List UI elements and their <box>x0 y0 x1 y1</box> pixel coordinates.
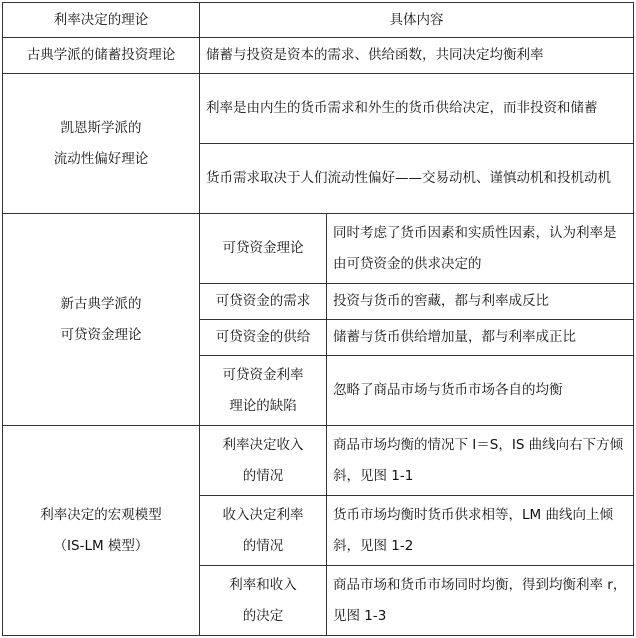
islm-row-1 <box>3 426 634 496</box>
keynes-row-1 <box>3 74 634 144</box>
islm-content-3: 商品市场和货币市场同时均衡，得到均衡利率 r，见图 1-3 <box>327 566 634 636</box>
table-header-row <box>3 3 634 38</box>
header-theory: 利率决定的理论 <box>3 3 200 38</box>
header-content: 具体内容 <box>200 3 634 38</box>
keynes-point-1: 利率是由内生的货币需求和外生的货币供给决定，而非投资和储蓄 <box>200 74 634 144</box>
neoclassical-content-4: 忽略了商品市场与货币市场各自的均衡 <box>327 356 634 426</box>
neoclassical-item-4: 可贷资金利率 理论的缺陷 <box>200 356 327 426</box>
neoclassical-item-2: 可贷资金的需求 <box>200 284 327 320</box>
keynes-theory: 凯恩斯学派的 流动性偏好理论 <box>3 74 200 214</box>
classical-theory: 古典学派的储蓄投资理论 <box>3 38 200 74</box>
neoclassical-content-3: 储蓄与货币供给增加量，都与利率成正比 <box>327 320 634 356</box>
neoclassical-item-1: 可贷资金理论 <box>200 214 327 284</box>
neoclassical-content-2: 投资与货币的窖藏，都与利率成反比 <box>327 284 634 320</box>
islm-item-3: 利率和收入 的决定 <box>200 566 327 636</box>
islm-item-2: 收入决定利率 的情况 <box>200 496 327 566</box>
classical-row <box>3 38 634 74</box>
neoclassical-content-1: 同时考虑了货币因素和实质性因素，认为利率是由可贷资金的供求决定的 <box>327 214 634 284</box>
neoclassical-theory: 新古典学派的 可贷资金理论 <box>3 214 200 426</box>
islm-content-2: 货币市场均衡时货币供求相等，LM 曲线向上倾斜，见图 1-2 <box>327 496 634 566</box>
neoclassical-item-3: 可贷资金的供给 <box>200 320 327 356</box>
islm-theory: 利率决定的宏观模型 （IS-LM 模型） <box>3 426 200 636</box>
islm-content-1: 商品市场均衡的情况下 I＝S，IS 曲线向右下方倾斜，见图 1-1 <box>327 426 634 496</box>
classical-content: 储蓄与投资是资本的需求、供给函数，共同决定均衡利率 <box>200 38 634 74</box>
neoclassical-row-1 <box>3 214 634 284</box>
keynes-point-2: 货币需求取决于人们流动性偏好——交易动机、谨慎动机和投机动机 <box>200 144 634 214</box>
islm-item-1: 利率决定收入 的情况 <box>200 426 327 496</box>
interest-rate-theory-table <box>2 2 634 636</box>
